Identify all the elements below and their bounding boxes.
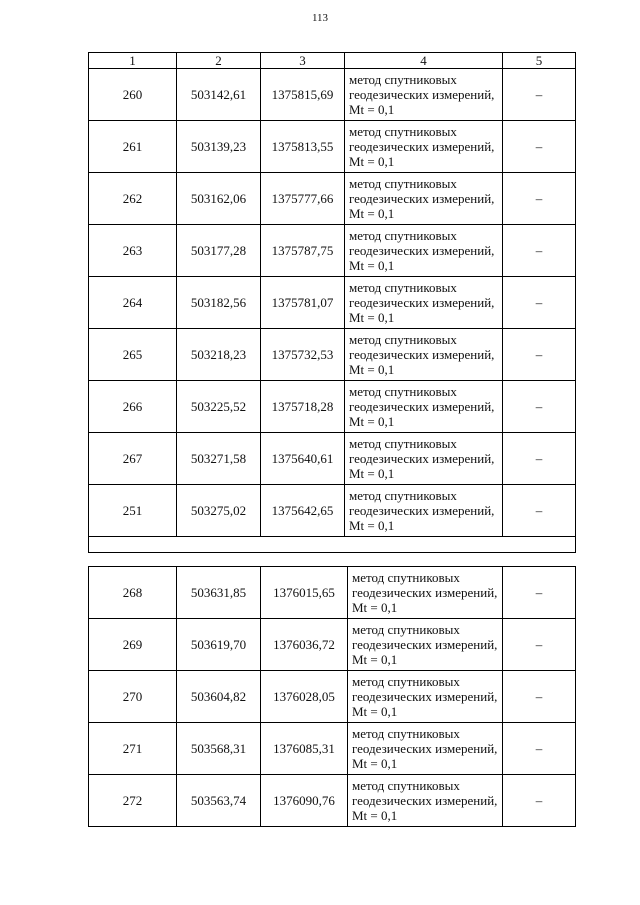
method-cell: метод спутниковых геодезических измерений, Mt = 0,1 [348, 567, 503, 619]
table-row [89, 433, 576, 485]
y-coordinate-cell: 1376015,65 [261, 567, 348, 619]
table-row [89, 69, 576, 121]
table-row [89, 277, 576, 329]
point-number-cell: 263 [89, 225, 177, 277]
note-cell: – [503, 567, 576, 619]
y-coordinate-cell: 1375718,28 [261, 381, 345, 433]
point-number-cell: 260 [89, 69, 177, 121]
note-cell: – [503, 723, 576, 775]
note-cell: – [503, 329, 576, 381]
x-coordinate-cell: 503563,74 [177, 775, 261, 827]
header-col-1: 1 [89, 53, 177, 69]
header-col-2: 2 [177, 53, 261, 69]
x-coordinate-cell: 503177,28 [177, 225, 261, 277]
header-col-5: 5 [503, 53, 576, 69]
point-number-cell: 261 [89, 121, 177, 173]
table-row [89, 775, 576, 827]
x-coordinate-cell: 503619,70 [177, 619, 261, 671]
y-coordinate-cell: 1375640,61 [261, 433, 345, 485]
method-cell: метод спутниковых геодезических измерений, Mt = 0,1 [345, 381, 503, 433]
header-col-3: 3 [261, 53, 345, 69]
point-number-cell: 270 [89, 671, 177, 723]
x-coordinate-cell: 503631,85 [177, 567, 261, 619]
point-number-cell: 267 [89, 433, 177, 485]
y-coordinate-cell: 1375787,75 [261, 225, 345, 277]
note-cell: – [503, 671, 576, 723]
point-number-cell: 268 [89, 567, 177, 619]
x-coordinate-cell: 503568,31 [177, 723, 261, 775]
coordinates-table [88, 52, 576, 553]
method-cell: метод спутниковых геодезических измерений, Mt = 0,1 [345, 69, 503, 121]
section-divider-row [89, 537, 576, 553]
y-coordinate-cell: 1375815,69 [261, 69, 345, 121]
point-number-cell: 251 [89, 485, 177, 537]
page-number: 113 [311, 12, 329, 24]
note-cell: – [503, 225, 576, 277]
y-coordinate-cell: 1376036,72 [261, 619, 348, 671]
note-cell: – [503, 277, 576, 329]
note-cell: – [503, 433, 576, 485]
method-cell: метод спутниковых геодезических измерений, Mt = 0,1 [345, 173, 503, 225]
point-number-cell: 269 [89, 619, 177, 671]
method-cell: метод спутниковых геодезических измерений, Mt = 0,1 [345, 277, 503, 329]
point-number-cell: 262 [89, 173, 177, 225]
x-coordinate-cell: 503182,56 [177, 277, 261, 329]
table-row [89, 225, 576, 277]
method-cell: метод спутниковых геодезических измерений, Mt = 0,1 [348, 723, 503, 775]
y-coordinate-cell: 1375732,53 [261, 329, 345, 381]
note-cell: – [503, 173, 576, 225]
point-number-cell: 264 [89, 277, 177, 329]
point-number-cell: 265 [89, 329, 177, 381]
x-coordinate-cell: 503218,23 [177, 329, 261, 381]
y-coordinate-cell: 1376090,76 [261, 775, 348, 827]
method-cell: метод спутниковых геодезических измерений, Mt = 0,1 [345, 433, 503, 485]
table-row [89, 671, 576, 723]
table-header-row [89, 53, 576, 69]
x-coordinate-cell: 503142,61 [177, 69, 261, 121]
y-coordinate-cell: 1375781,07 [261, 277, 345, 329]
note-cell: – [503, 485, 576, 537]
point-number-cell: 271 [89, 723, 177, 775]
note-cell: – [503, 121, 576, 173]
y-coordinate-cell: 1375813,55 [261, 121, 345, 173]
method-cell: метод спутниковых геодезических измерений, Mt = 0,1 [345, 121, 503, 173]
method-cell: метод спутниковых геодезических измерений, Mt = 0,1 [348, 775, 503, 827]
table-row [89, 173, 576, 225]
x-coordinate-cell: 503271,58 [177, 433, 261, 485]
method-cell: метод спутниковых геодезических измерений, Mt = 0,1 [348, 619, 503, 671]
table-row [89, 619, 576, 671]
table-row [89, 723, 576, 775]
table-row [89, 121, 576, 173]
x-coordinate-cell: 503139,23 [177, 121, 261, 173]
section-divider-cell [89, 537, 576, 553]
coordinates-table-continued [88, 566, 576, 827]
x-coordinate-cell: 503275,02 [177, 485, 261, 537]
y-coordinate-cell: 1376028,05 [261, 671, 348, 723]
table-row [89, 329, 576, 381]
table-row [89, 485, 576, 537]
point-number-cell: 266 [89, 381, 177, 433]
note-cell: – [503, 775, 576, 827]
y-coordinate-cell: 1376085,31 [261, 723, 348, 775]
y-coordinate-cell: 1375777,66 [261, 173, 345, 225]
table-row [89, 381, 576, 433]
header-col-4: 4 [345, 53, 503, 69]
method-cell: метод спутниковых геодезических измерений, Mt = 0,1 [345, 225, 503, 277]
method-cell: метод спутниковых геодезических измерений, Mt = 0,1 [345, 329, 503, 381]
x-coordinate-cell: 503162,06 [177, 173, 261, 225]
note-cell: – [503, 69, 576, 121]
note-cell: – [503, 381, 576, 433]
table-row [89, 567, 576, 619]
y-coordinate-cell: 1375642,65 [261, 485, 345, 537]
note-cell: – [503, 619, 576, 671]
method-cell: метод спутниковых геодезических измерений, Mt = 0,1 [345, 485, 503, 537]
method-cell: метод спутниковых геодезических измерений, Mt = 0,1 [348, 671, 503, 723]
point-number-cell: 272 [89, 775, 177, 827]
x-coordinate-cell: 503225,52 [177, 381, 261, 433]
x-coordinate-cell: 503604,82 [177, 671, 261, 723]
